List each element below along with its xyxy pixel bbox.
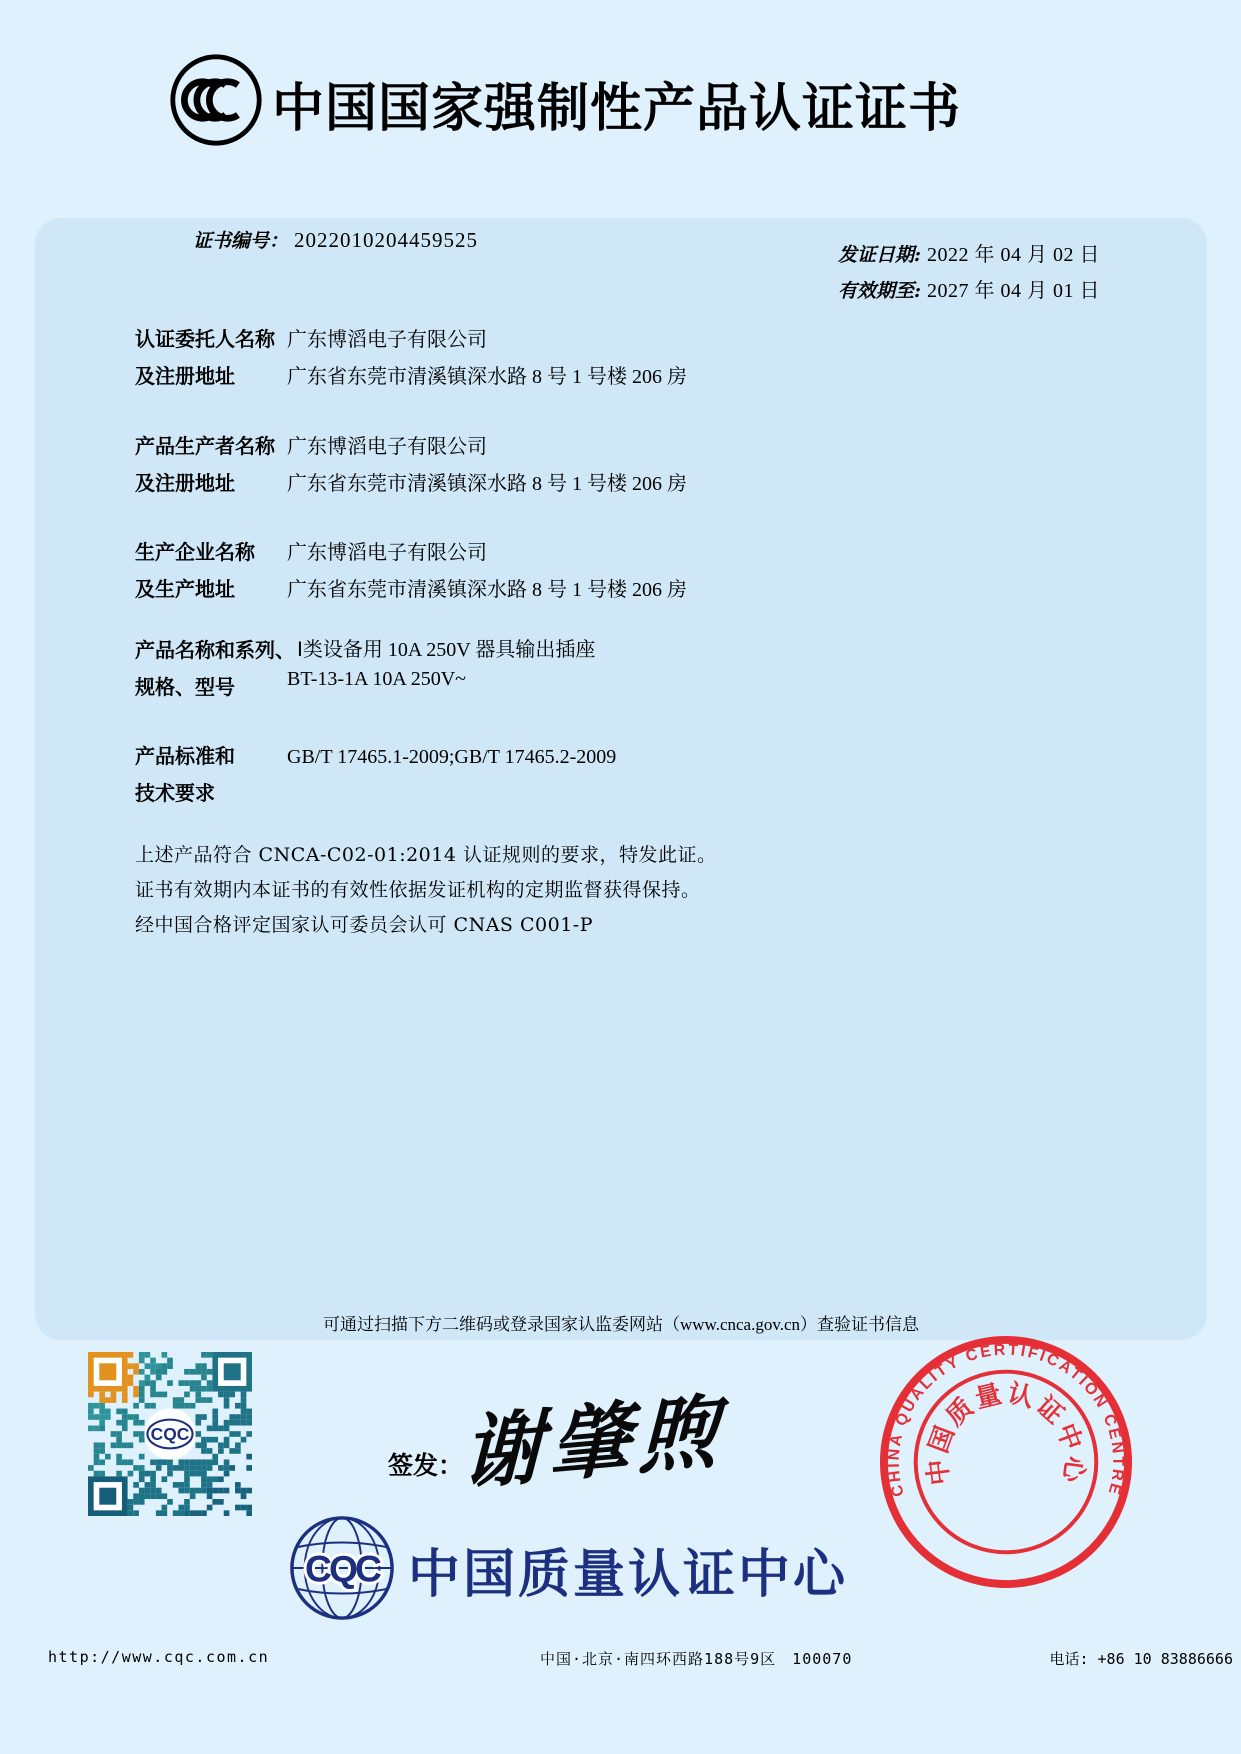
stamp-ring-text: CHINA QUALITY CERTIFICATION CENTRE	[885, 1341, 1127, 1499]
statement-line-1: 上述产品符合 CNCA-C02-01:2014 认证规则的要求，特发此证。	[135, 844, 717, 866]
qr-verification-note: 可通过扫描下方二维码或登录国家认监委网站（www.cnca.gov.cn）查验证书信息	[322, 1315, 920, 1334]
signature-handwriting: 谢肇煦	[461, 1383, 727, 1501]
signed-by-label: 签发：	[388, 1452, 464, 1480]
issue-date-value: 2022 年 04 月 02 日	[927, 244, 1101, 266]
certificate-number-row	[193, 226, 478, 253]
field-value-applicant: 广东博滔电子有限公司 广东省东莞市清溪镇深水路 8 号 1 号楼 206 房	[287, 329, 687, 388]
field-label-factory: 生产企业名称 及生产地址	[135, 542, 255, 601]
cqc-red-stamp	[877, 1333, 1135, 1591]
expiry-date-label: 有效期至:	[838, 280, 922, 302]
certificate-number-value: 2022010204459525	[294, 228, 479, 252]
field-label-producer: 产品生产者名称 及注册地址	[135, 436, 275, 495]
ccc-logo-icon	[168, 52, 264, 148]
svg-text:CHINA QUALITY CERTIFICATION CE	[886, 1342, 1127, 1499]
statement-line-3: 经中国合格评定国家认可委员会认可 CNAS C001-P	[135, 914, 593, 936]
qr-code-image	[88, 1352, 252, 1516]
qr-code	[88, 1352, 252, 1516]
footer-address: 中国·北京·南四环西路188号9区 100070	[540, 1650, 853, 1668]
certificate-title: 中国国家强制性产品认证证书	[272, 80, 962, 138]
certification-statement	[135, 838, 717, 943]
field-value-factory: 广东博滔电子有限公司 广东省东莞市清溪镇深水路 8 号 1 号楼 206 房	[287, 542, 687, 601]
field-label-product: 产品名称和系列、 规格、型号	[135, 640, 295, 699]
footer-website: http://www.cqc.com.cn	[48, 1648, 270, 1666]
stamp-center-text: 中国质量认证中心	[923, 1379, 1089, 1487]
footer-phone: 电话: +86 10 83886666	[1049, 1650, 1233, 1668]
statement-line-2: 证书有效期内本证书的有效性依据发证机构的定期监督获得保持。	[135, 879, 701, 901]
svg-text:CQC: CQC	[150, 1424, 190, 1445]
field-value-standard: GB/T 17465.1-2009;GB/T 17465.2-2009	[287, 746, 617, 768]
stamp-outer-ring	[884, 1340, 1128, 1584]
field-value-producer: 广东博滔电子有限公司 广东省东莞市清溪镇深水路 8 号 1 号楼 206 房	[287, 436, 687, 495]
issue-date-label: 发证日期:	[838, 244, 922, 266]
cqc-logo-abbr: CQC	[304, 1547, 380, 1590]
issue-date-row	[838, 238, 1100, 267]
field-label-applicant: 认证委托人名称 及注册地址	[135, 329, 275, 388]
footer	[0, 1648, 1241, 1672]
expiry-date-row	[838, 274, 1100, 303]
field-value-product: Ⅰ类设备用 10A 250V 器具输出插座 BT-13-1A 10A 250V~	[287, 639, 596, 690]
field-label-standard: 产品标准和 技术要求	[135, 746, 235, 805]
certificate-number-label: 证书编号：	[193, 230, 289, 252]
cqc-globe-logo-icon	[288, 1514, 396, 1622]
expiry-date-value: 2027 年 04 月 01 日	[927, 280, 1101, 302]
issuer-name: 中国质量认证中心	[408, 1546, 849, 1604]
